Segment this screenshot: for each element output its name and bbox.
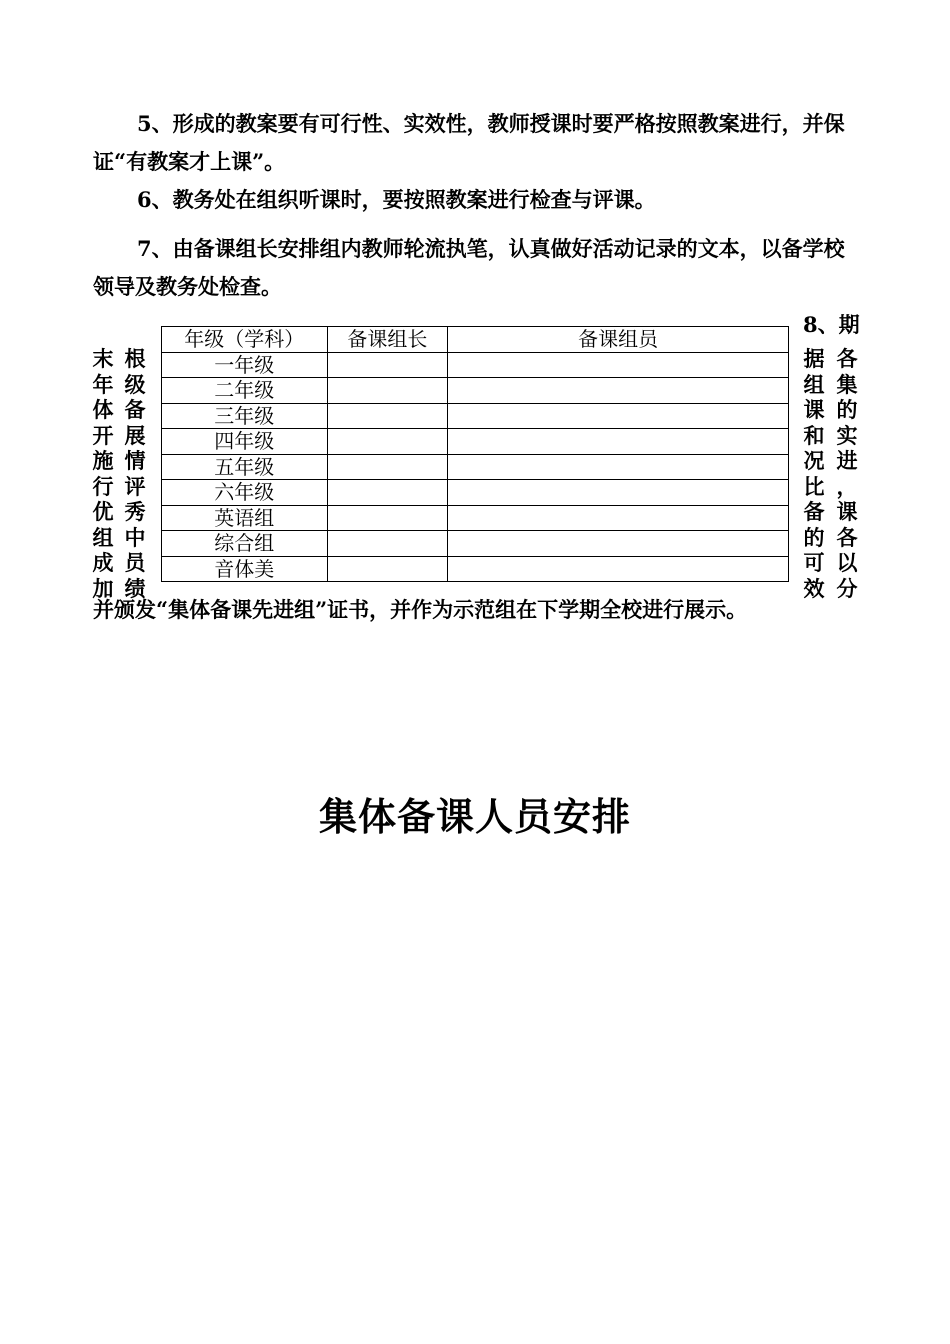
table-row xyxy=(162,556,789,582)
cell-members xyxy=(448,403,789,429)
wrap-char: 备 xyxy=(124,397,146,422)
cell-leader xyxy=(327,480,448,506)
wrap-char: 行 xyxy=(92,473,114,499)
wrap-column-right-2 xyxy=(836,346,858,601)
wrap-char: 评 xyxy=(124,473,146,499)
wrap-char: 况 xyxy=(803,448,825,473)
cell-leader xyxy=(327,352,448,378)
wrap-char: 各 xyxy=(836,524,858,550)
wrap-char: 以 xyxy=(836,550,858,575)
paragraph-8-tail: 并颁发“集体备课先进组”证书，并作为示范组在下学期全校进行展示。 xyxy=(93,597,748,622)
table-row xyxy=(162,454,789,480)
wrap-char: 可 xyxy=(803,550,825,575)
wrap-char: 课 xyxy=(803,397,825,422)
wrap-char: 级 xyxy=(124,371,146,397)
table-row xyxy=(162,429,789,455)
table-row xyxy=(162,480,789,506)
wrap-char: 分 xyxy=(836,575,858,601)
paragraph-8-head: 8、期 xyxy=(803,312,860,337)
cell-leader xyxy=(327,454,448,480)
wrap-char: 各 xyxy=(836,346,858,371)
header-members: 备课组员 xyxy=(448,327,789,353)
cell-members xyxy=(448,531,789,557)
header-leader: 备课组长 xyxy=(327,327,448,353)
cell-grade: 五年级 xyxy=(162,454,328,480)
paragraph-5: 5、形成的教案要有可行性、实效性，教师授课时要严格按照教案进行，并保证“有教案才上课”。 xyxy=(93,111,845,174)
cell-leader xyxy=(327,505,448,531)
wrap-char: 体 xyxy=(92,397,114,422)
wrap-char: 年 xyxy=(92,371,114,397)
wrap-char: 优 xyxy=(92,499,114,524)
wrap-column-left-2 xyxy=(124,346,146,601)
wrap-char: 施 xyxy=(92,448,114,473)
wrap-char: 的 xyxy=(836,397,858,422)
cell-grade: 四年级 xyxy=(162,429,328,455)
wrap-char: 加 xyxy=(92,575,114,601)
cell-grade: 三年级 xyxy=(162,403,328,429)
cell-leader xyxy=(327,403,448,429)
wrap-char: 根 xyxy=(124,346,146,371)
wrap-char: 中 xyxy=(124,524,146,550)
cell-leader xyxy=(327,378,448,404)
table-header-row xyxy=(162,327,789,353)
table-row xyxy=(162,378,789,404)
wrap-char: 组 xyxy=(92,524,114,550)
wrap-column-right-1 xyxy=(803,346,825,601)
table-row xyxy=(162,531,789,557)
wrap-char: 实 xyxy=(836,422,858,448)
wrap-char: 情 xyxy=(124,448,146,473)
wrap-char: ， xyxy=(836,473,858,499)
cell-grade: 六年级 xyxy=(162,480,328,506)
table-row xyxy=(162,352,789,378)
cell-grade: 二年级 xyxy=(162,378,328,404)
wrap-char: 员 xyxy=(124,550,146,575)
header-grade: 年级（学科） xyxy=(162,327,328,353)
table-row xyxy=(162,403,789,429)
table-row xyxy=(162,505,789,531)
cell-leader xyxy=(327,531,448,557)
wrap-char: 组 xyxy=(803,371,825,397)
wrap-char: 的 xyxy=(803,524,825,550)
page-title: 集体备课人员安排 xyxy=(318,794,631,839)
cell-members xyxy=(448,378,789,404)
wrap-char: 末 xyxy=(92,346,114,371)
wrap-char: 开 xyxy=(92,422,114,448)
cell-members xyxy=(448,556,789,582)
wrap-char: 据 xyxy=(803,346,825,371)
cell-members xyxy=(448,454,789,480)
wrap-char: 进 xyxy=(836,448,858,473)
paragraph-6: 6、教务处在组织听课时，要按照教案进行检查与评课。 xyxy=(137,187,656,212)
cell-grade: 一年级 xyxy=(162,352,328,378)
wrap-char: 和 xyxy=(803,422,825,448)
wrap-char: 展 xyxy=(124,422,146,448)
cell-grade: 音体美 xyxy=(162,556,328,582)
cell-leader xyxy=(327,556,448,582)
wrap-char: 备 xyxy=(803,499,825,524)
wrap-char: 成 xyxy=(92,550,114,575)
wrap-char: 课 xyxy=(836,499,858,524)
wrap-char: 效 xyxy=(803,575,825,601)
paragraph-7: 7、由备课组长安排组内教师轮流执笔，认真做好活动记录的文本，以备学校领导及教务处检查。 xyxy=(93,236,845,299)
cell-leader xyxy=(327,429,448,455)
cell-grade: 综合组 xyxy=(162,531,328,557)
cell-grade: 英语组 xyxy=(162,505,328,531)
wrap-char: 比 xyxy=(803,473,825,499)
wrap-char: 集 xyxy=(836,371,858,397)
wrap-char: 绩 xyxy=(124,575,146,601)
cell-members xyxy=(448,505,789,531)
cell-members xyxy=(448,352,789,378)
cell-members xyxy=(448,480,789,506)
wrap-char: 秀 xyxy=(124,499,146,524)
lesson-prep-table xyxy=(161,326,789,582)
wrap-column-left-1 xyxy=(92,346,114,601)
cell-members xyxy=(448,429,789,455)
